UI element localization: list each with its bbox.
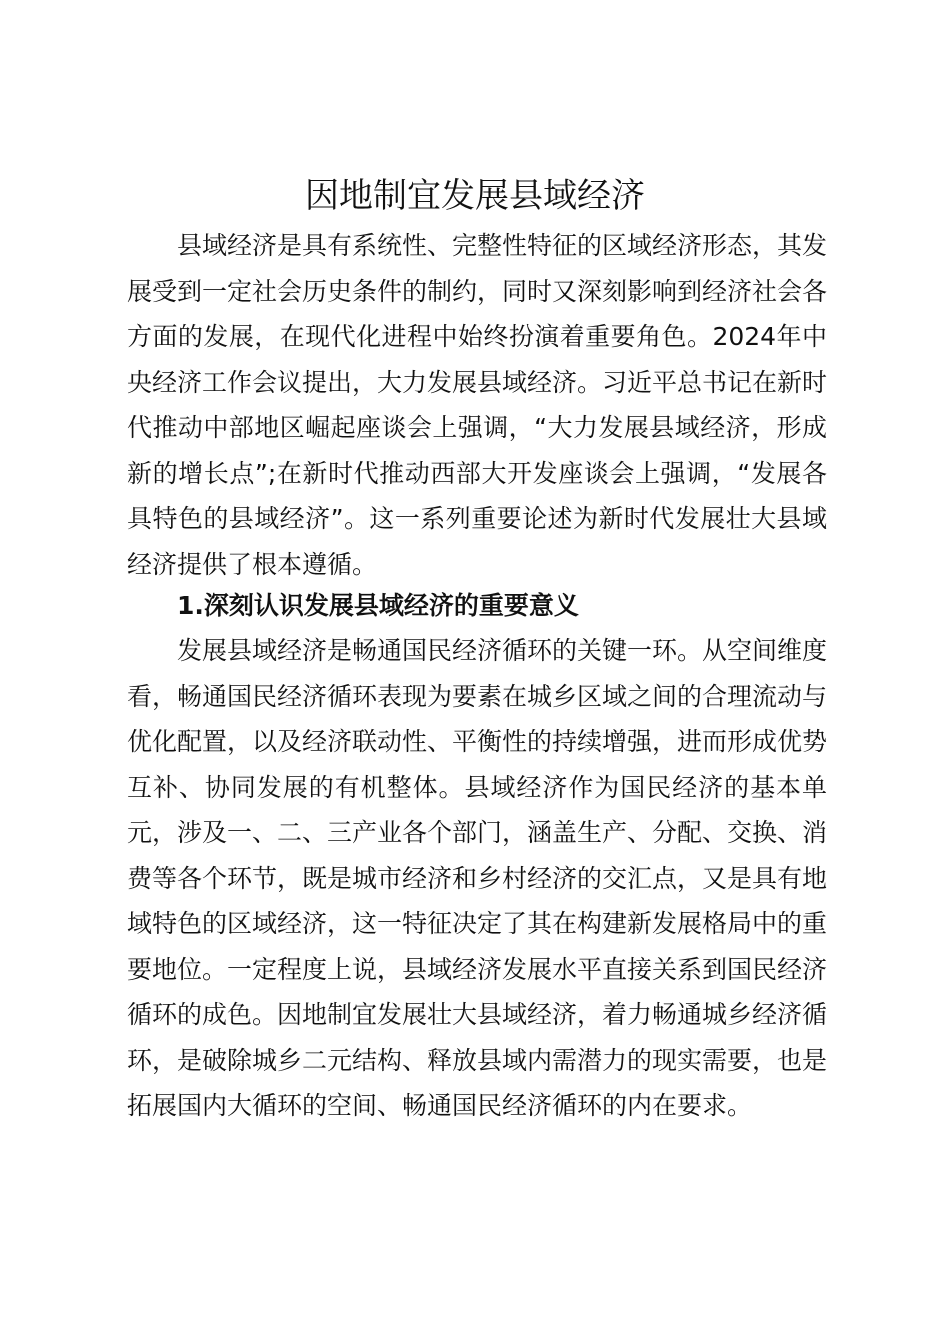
document-title: 因地制宜发展县域经济 xyxy=(305,176,645,216)
section-paragraph: 发展县域经济是畅通国民经济循环的关键一环。从空间维度看，畅通国民经济循环表现为要素在城乡区域之间的合理流动与优化配置，以及经济联动性、平衡性的持续增强，进而形成优势互补、协同发展的有机整体。县域经济作为国民经济的基本单元，涉及一、二、三产业各个部门，涵盖生产、分配、交换、消费等各个环节，既是城市经济和乡村经济的交汇点，又是具有地域特色的区域经济，这一特征决定了其在构建新发展格局中的重要地位。一定程度上说，县域经济发展水平直接关系到国民经济循环的成色。因地制宜发展壮大县域经济，着力畅通城乡经济循环，是破除城乡二元结构、释放县域内需潜力的现实需要，也是拓展国内大循环的空间、畅通国民经济循环的内在要求。 xyxy=(127,636,828,1120)
intro-paragraph: 县域经济是具有系统性、完整性特征的区域经济形态，其发展受到一定社会历史条件的制约，同时又深刻影响到经济社会各方面的发展，在现代化进程中始终扮演着重要角色。2024年中央经济工作会议提出，大力发展县域经济。习近平总书记在新时代推动中部地区崛起座谈会上强调，“大力发展县域经济，形成新的增长点”;在新时代推动西部大开发座谈会上强调，“发展各具特色的县域经济”。这一系列重要论述为新时代发展壮大县域经济提供了根本遵循。 xyxy=(127,231,828,579)
section-heading: 1.深刻认识发展县域经济的重要意义 xyxy=(177,591,579,620)
